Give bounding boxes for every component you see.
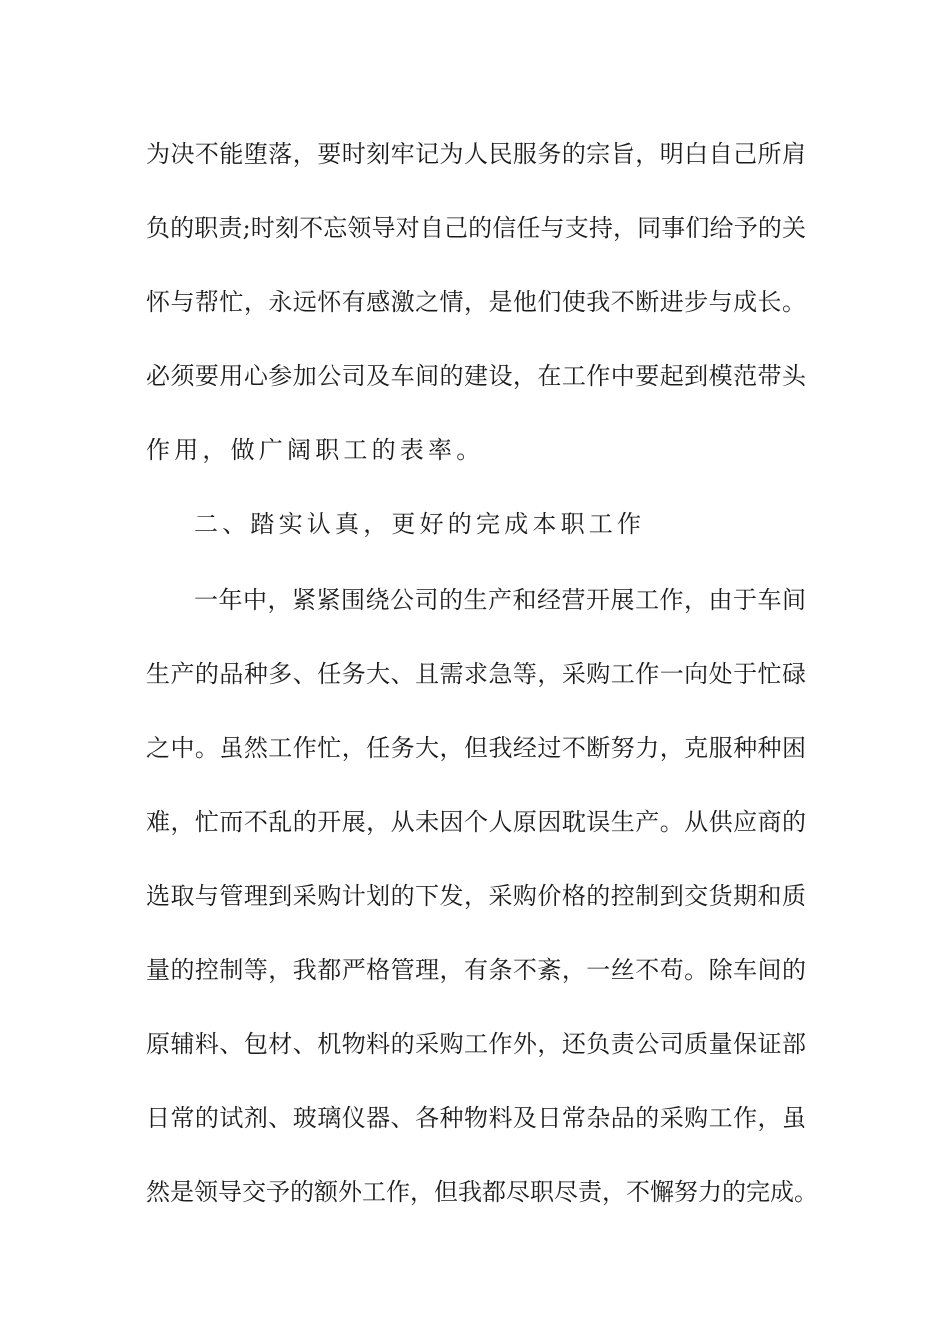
paragraph-line: 日常的试剂、玻璃仪器、各种物料及日常杂品的采购工作，虽 — [146, 1104, 806, 1132]
paragraph-line: 一年中，紧紧围绕公司的生产和经营开展工作，由于车间 — [194, 586, 806, 614]
paragraph-line: 之中。虽然工作忙，任务大，但我经过不断努力，克服种种困 — [146, 734, 806, 762]
paragraph-line: 生产的品种多、任务大、且需求急等，采购工作一向处于忙碌 — [146, 660, 806, 688]
section-heading: 二、踏实认真，更好的完成本职工作 — [194, 510, 646, 538]
paragraph-line: 然是领导交予的额外工作，但我都尽职尽责，不懈努力的完成。 — [146, 1178, 818, 1206]
paragraph-line: 选取与管理到采购计划的下发，采购价格的控制到交货期和质 — [146, 882, 806, 910]
paragraph-line: 作用，做广阔职工的表率。 — [146, 436, 485, 464]
paragraph-line: 负的职责;时刻不忘领导对自己的信任与支持，同事们给予的关 — [146, 214, 806, 242]
paragraph-line: 必须要用心参加公司及车间的建设，在工作中要起到模范带头 — [146, 362, 806, 390]
paragraph-line: 原辅料、包材、机物料的采购工作外，还负责公司质量保证部 — [146, 1030, 806, 1058]
paragraph-line: 量的控制等，我都严格管理，有条不紊，一丝不苟。除车间的 — [146, 956, 806, 984]
paragraph-line: 为决不能堕落，要时刻牢记为人民服务的宗旨，明白自己所肩 — [146, 140, 806, 168]
paragraph-line: 怀与帮忙，永远怀有感激之情，是他们使我不断进步与成长。 — [146, 288, 806, 316]
paragraph-line: 难，忙而不乱的开展，从未因个人原因耽误生产。从供应商的 — [146, 808, 806, 836]
